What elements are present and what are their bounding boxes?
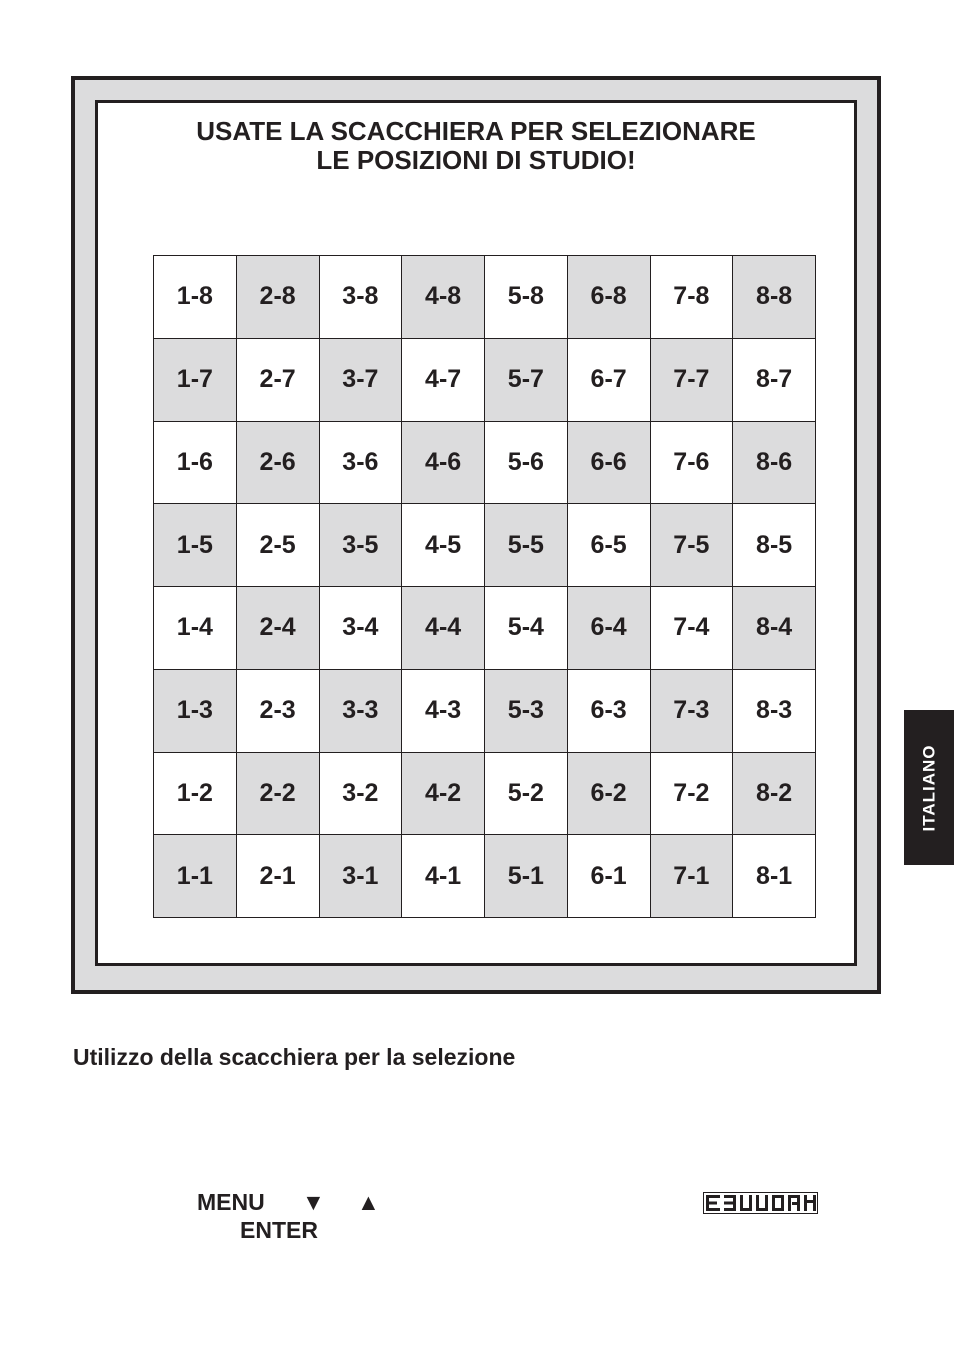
grid-cell-3-7: 3-7: [320, 339, 403, 422]
grid-cell-8-7: 8-7: [733, 339, 816, 422]
menu-key-label: MENU: [197, 1189, 265, 1215]
grid-cell-5-2: 5-2: [485, 753, 568, 836]
grid-cell-1-5: 1-5: [154, 504, 237, 587]
grid-cell-8-6: 8-6: [733, 422, 816, 505]
grid-cell-6-4: 6-4: [568, 587, 651, 670]
checkerboard-grid: [153, 255, 816, 918]
grid-cell-7-2: 7-2: [651, 753, 734, 836]
grid-cell-7-3: 7-3: [651, 670, 734, 753]
grid-cell-1-6: 1-6: [154, 422, 237, 505]
language-tab-label: ITALIANO: [919, 743, 939, 832]
grid-cell-6-7: 6-7: [568, 339, 651, 422]
grid-cell-6-6: 6-6: [568, 422, 651, 505]
grid-cell-4-7: 4-7: [402, 339, 485, 422]
grid-cell-6-5: 6-5: [568, 504, 651, 587]
inner-panel: [95, 100, 857, 966]
grid-cell-8-8: 8-8: [733, 256, 816, 339]
grid-cell-2-2: 2-2: [237, 753, 320, 836]
section-caption: Utilizzo della scacchiera per la selezione: [73, 1044, 516, 1070]
grid-cell-3-5: 3-5: [320, 504, 403, 587]
grid-cell-3-8: 3-8: [320, 256, 403, 339]
grid-cell-7-4: 7-4: [651, 587, 734, 670]
grid-cell-6-2: 6-2: [568, 753, 651, 836]
grid-cell-5-4: 5-4: [485, 587, 568, 670]
grid-cell-6-3: 6-3: [568, 670, 651, 753]
panel-title: [98, 117, 854, 175]
grid-cell-2-6: 2-6: [237, 422, 320, 505]
grid-cell-1-3: 1-3: [154, 670, 237, 753]
grid-cell-7-5: 7-5: [651, 504, 734, 587]
grid-cell-3-6: 3-6: [320, 422, 403, 505]
grid-cell-8-1: 8-1: [733, 835, 816, 918]
grid-cell-5-8: 5-8: [485, 256, 568, 339]
grid-cell-7-1: 7-1: [651, 835, 734, 918]
grid-cell-3-4: 3-4: [320, 587, 403, 670]
grid-cell-5-1: 5-1: [485, 835, 568, 918]
grid-cell-6-8: 6-8: [568, 256, 651, 339]
grid-cell-2-5: 2-5: [237, 504, 320, 587]
grid-cell-2-8: 2-8: [237, 256, 320, 339]
enter-key-label: ENTER: [240, 1217, 318, 1243]
grid-cell-3-1: 3-1: [320, 835, 403, 918]
key-instructions: [197, 1188, 380, 1244]
grid-cell-6-1: 6-1: [568, 835, 651, 918]
grid-cell-7-8: 7-8: [651, 256, 734, 339]
grid-cell-8-3: 8-3: [733, 670, 816, 753]
grid-cell-4-4: 4-4: [402, 587, 485, 670]
grid-cell-7-6: 7-6: [651, 422, 734, 505]
grid-cell-4-8: 4-8: [402, 256, 485, 339]
grid-cell-2-7: 2-7: [237, 339, 320, 422]
lcd-display-icon: [703, 1192, 818, 1214]
grid-cell-5-6: 5-6: [485, 422, 568, 505]
grid-cell-2-3: 2-3: [237, 670, 320, 753]
panel-title-line-1: USATE LA SCACCHIERA PER SELEZIONARE: [196, 116, 756, 146]
grid-cell-4-2: 4-2: [402, 753, 485, 836]
grid-cell-4-6: 4-6: [402, 422, 485, 505]
grid-cell-5-7: 5-7: [485, 339, 568, 422]
grid-cell-8-4: 8-4: [733, 587, 816, 670]
grid-cell-1-4: 1-4: [154, 587, 237, 670]
up-arrow-key-label: ▲: [357, 1189, 380, 1215]
grid-cell-1-1: 1-1: [154, 835, 237, 918]
language-tab: [904, 710, 954, 865]
grid-cell-1-7: 1-7: [154, 339, 237, 422]
grid-cell-2-1: 2-1: [237, 835, 320, 918]
down-arrow-key-label: ▼: [302, 1189, 325, 1215]
grid-cell-2-4: 2-4: [237, 587, 320, 670]
grid-cell-8-2: 8-2: [733, 753, 816, 836]
grid-cell-5-5: 5-5: [485, 504, 568, 587]
grid-cell-7-7: 7-7: [651, 339, 734, 422]
grid-cell-4-5: 4-5: [402, 504, 485, 587]
grid-cell-5-3: 5-3: [485, 670, 568, 753]
grid-cell-4-1: 4-1: [402, 835, 485, 918]
grid-cell-1-2: 1-2: [154, 753, 237, 836]
grid-cell-8-5: 8-5: [733, 504, 816, 587]
grid-cell-3-3: 3-3: [320, 670, 403, 753]
grid-cell-3-2: 3-2: [320, 753, 403, 836]
panel-title-line-2: LE POSIZIONI DI STUDIO!: [316, 145, 636, 175]
grid-cell-4-3: 4-3: [402, 670, 485, 753]
outer-frame: [71, 76, 881, 994]
grid-cell-1-8: 1-8: [154, 256, 237, 339]
